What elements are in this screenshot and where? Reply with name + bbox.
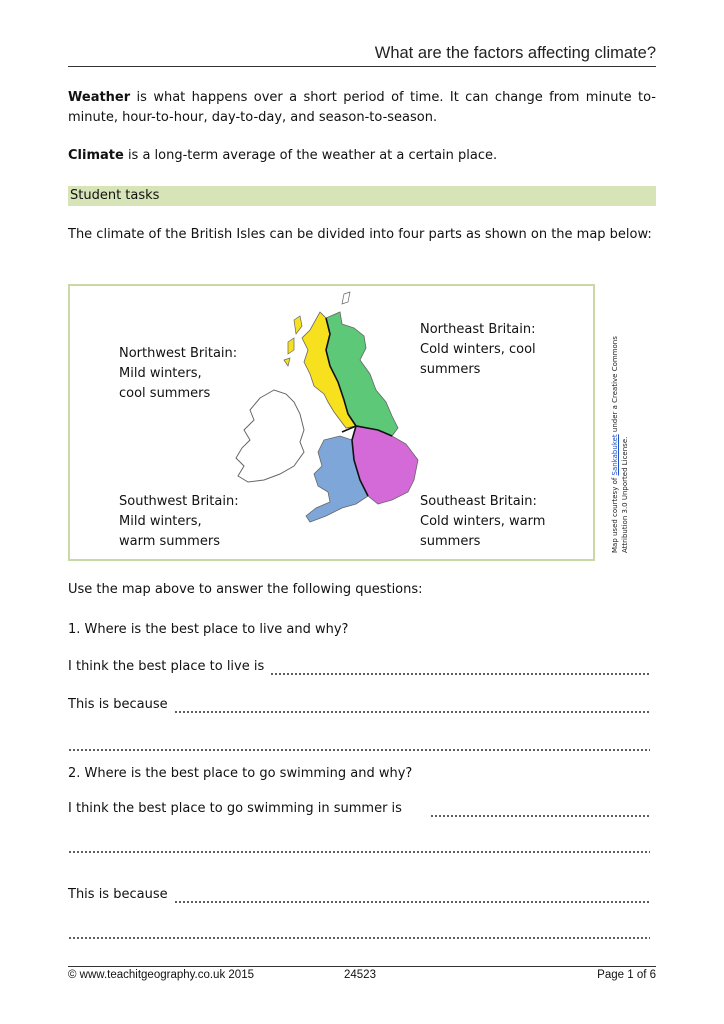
footer-resource-code: 24523 xyxy=(344,969,376,981)
questions-instruction: Use the map above to answer the following questions: xyxy=(68,582,423,597)
weather-definition xyxy=(68,88,656,128)
student-tasks-heading: Student tasks xyxy=(68,186,656,206)
q1-blank-line[interactable] xyxy=(68,734,650,752)
credit-link[interactable]: Sankabuket xyxy=(611,434,619,476)
q2-answer-dots xyxy=(430,808,650,818)
climate-term: Climate xyxy=(68,148,124,163)
climate-text: is a long-term average of the weather at a certain place. xyxy=(123,148,498,163)
northeast-region xyxy=(326,312,398,436)
northeast-label: Northeast Britain: Cold winters, cool summers xyxy=(420,322,536,377)
q2-because-prompt: This is because xyxy=(68,887,168,902)
southwest-label: Southwest Britain: Mild winters, warm summers xyxy=(119,494,239,549)
q1-answer-dots xyxy=(270,666,650,676)
footer-copyright[interactable]: © www.teachitgeography.co.uk 2015 xyxy=(68,969,254,981)
q2-blank-dots-1 xyxy=(68,844,650,854)
northwest-label: Northwest Britain: Mild winters, cool summers xyxy=(119,346,238,401)
footer-page-number: Page 1 of 6 xyxy=(597,969,656,981)
climate-definition xyxy=(68,146,656,166)
footer-divider xyxy=(68,966,656,967)
q2-blank-dots-2 xyxy=(68,930,650,940)
map-credit xyxy=(610,313,630,553)
q2-answer-prompt: I think the best place to go swimming in summer is xyxy=(68,801,402,816)
q2-because-line[interactable] xyxy=(68,886,650,904)
climate-map-panel xyxy=(68,284,595,561)
weather-term: Weather xyxy=(68,90,131,105)
hebrides-islands xyxy=(284,316,302,366)
header-divider xyxy=(68,66,656,67)
british-isles-map xyxy=(230,290,430,530)
shetland-outline xyxy=(342,292,350,304)
q1-because-dots xyxy=(174,704,650,714)
tasks-intro: The climate of the British Isles can be divided into four parts as shown on the map below: xyxy=(68,227,652,242)
q1-answer-prompt: I think the best place to live is xyxy=(68,659,265,674)
ireland-outline xyxy=(236,390,304,482)
q1-because-line[interactable] xyxy=(68,696,650,714)
q1-because-prompt: This is because xyxy=(68,697,168,712)
q2-blank-line-1[interactable] xyxy=(68,836,650,854)
page-header-title: What are the factors affecting climate? xyxy=(374,44,656,62)
credit-prefix: Map used courtesy of xyxy=(611,475,619,553)
q2-blank-line-2[interactable] xyxy=(68,922,650,940)
southeast-label: Southeast Britain: Cold winters, warm summers xyxy=(420,494,546,549)
q2-because-dots xyxy=(174,894,650,904)
question-1: 1. Where is the best place to live and why? xyxy=(68,622,349,637)
weather-text: is what happens over a short period of time. It can change from minute to-minute, hour-to-hour, day-to-day, and season-to-season. xyxy=(68,90,656,125)
question-2: 2. Where is the best place to go swimming and why? xyxy=(68,766,413,781)
credit-suffix: under a Creative Commons Attribution 3.0 Unported License. xyxy=(611,336,629,553)
q2-answer-line[interactable] xyxy=(68,800,650,818)
q1-answer-line[interactable] xyxy=(68,658,650,676)
q1-blank-dots xyxy=(68,742,650,752)
